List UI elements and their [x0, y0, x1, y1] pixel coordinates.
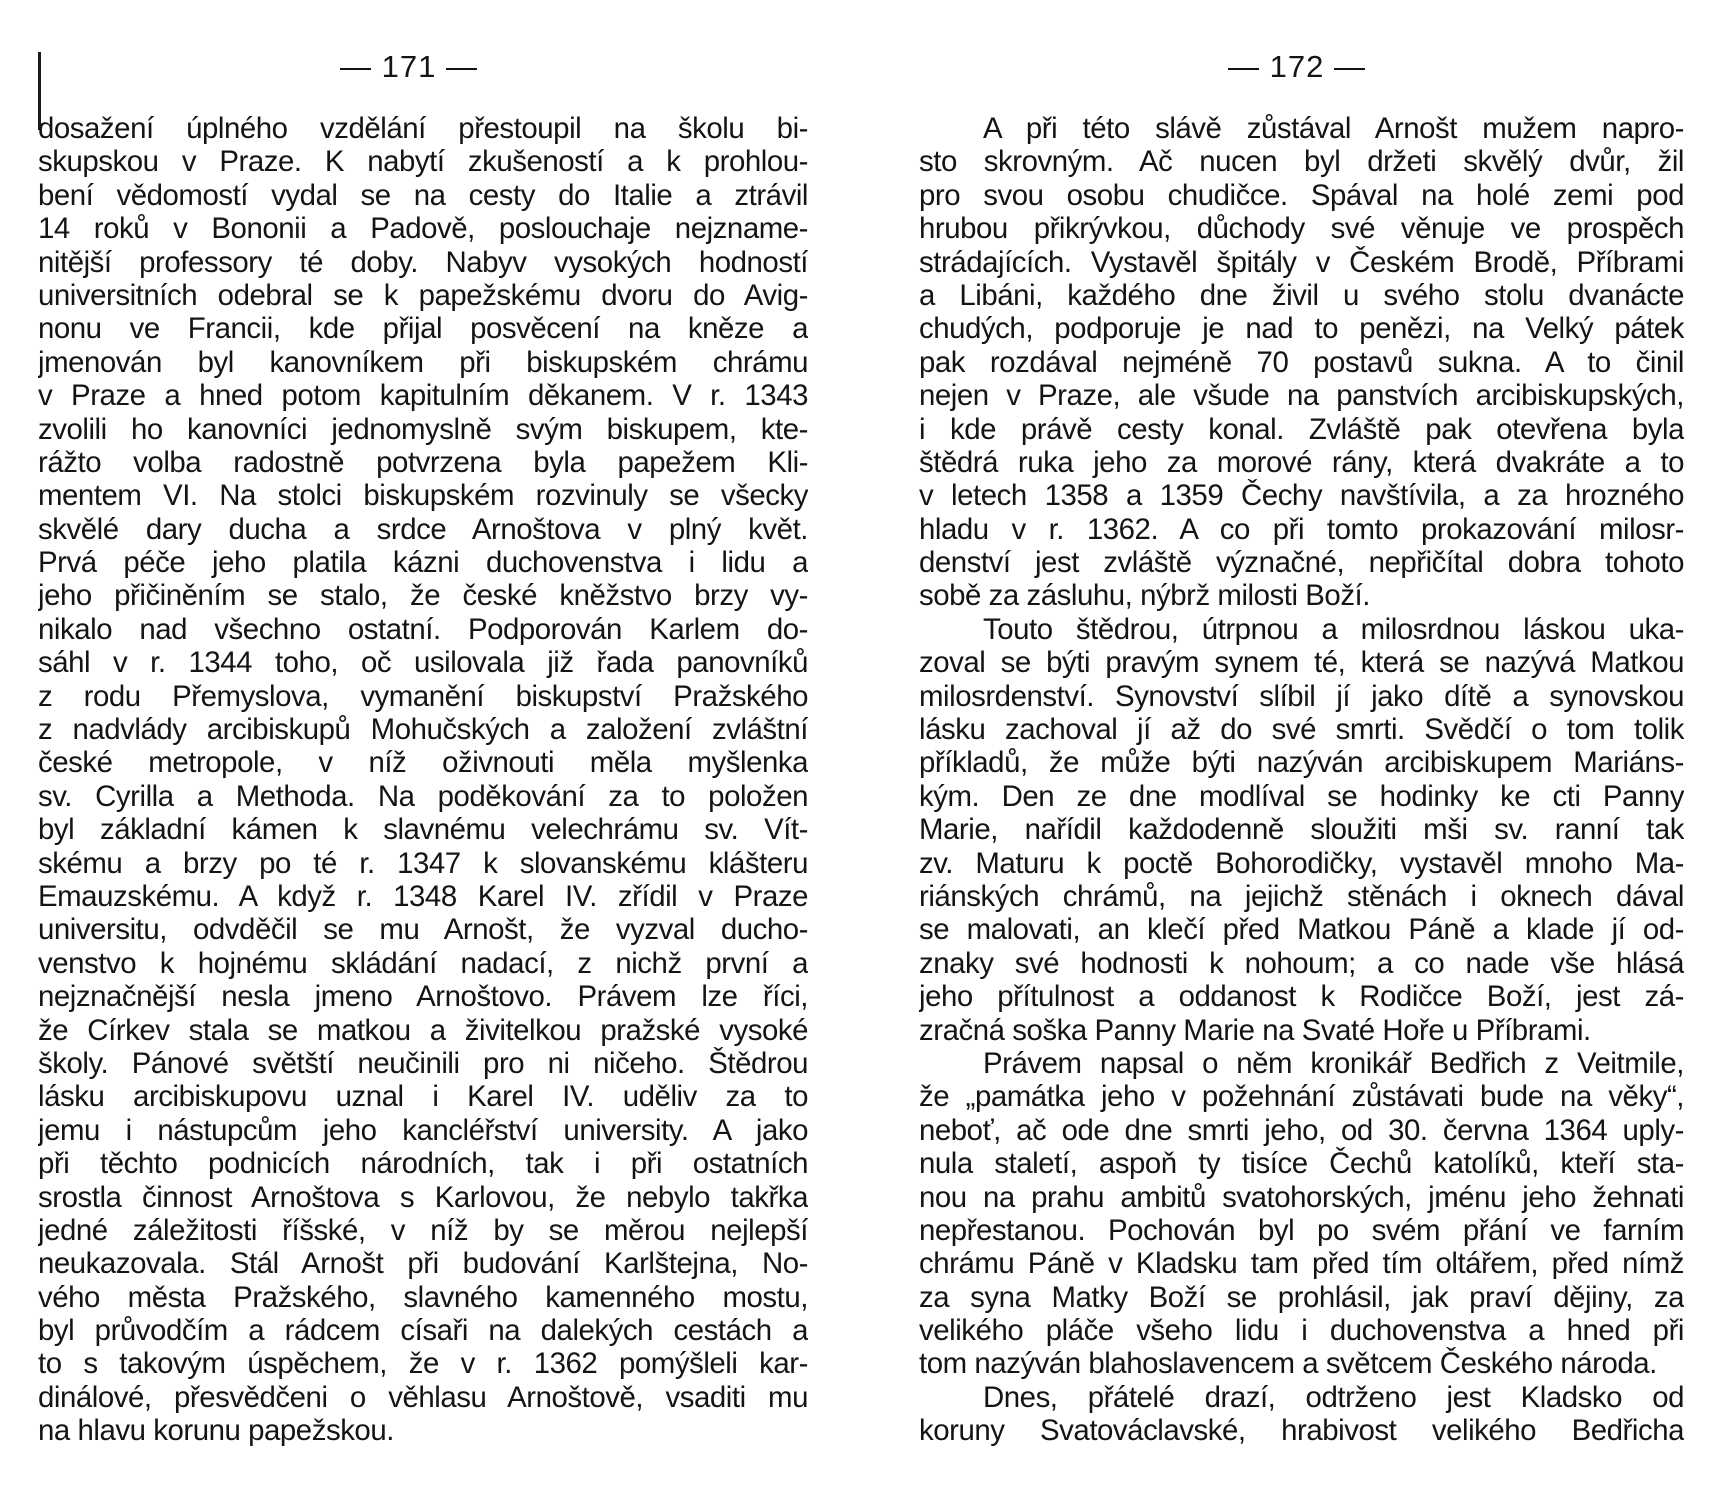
text-line: sto skrovným. Ač nucen byl držeti skvělý dvůr, žil	[919, 145, 1684, 179]
left-page-text	[38, 112, 808, 1448]
text-line: dosažení úplného vzdělání přestoupil na školu bi-	[38, 112, 808, 145]
text-line: pro svou osobu chudičce. Spával na holé zemi pod	[919, 178, 1684, 212]
text-line: velikého pláče všeho lidu i duchovenstva a hned při	[919, 1314, 1684, 1348]
text-line: a Libáni, každého dne živil u svého stolu dvanácte	[919, 278, 1684, 312]
text-line: školy. Pánové světští neučinili pro ni ničeho. Štědrou	[38, 1046, 808, 1080]
text-line: nou na prahu ambitů svatohorských, jménu jeho žehnati	[919, 1180, 1684, 1214]
text-line: to s takovým úspěchem, že v r. 1362 pomýšleli kar-	[38, 1347, 808, 1381]
text-line: hladu v r. 1362. A co při tomto prokazování milosr-	[919, 512, 1684, 546]
text-line: nonu ve Francii, kde přijal posvěcení na kněze a	[38, 312, 808, 346]
text-line: nitější professory té doby. Nabyv vysokých hodností	[38, 245, 808, 279]
text-line: hrubou přikrývkou, důchody své věnuje ve prospěch	[919, 212, 1684, 246]
text-line: Emauzskému. A když r. 1348 Karel IV. zřídil v Praze	[38, 879, 808, 913]
text-line: v letech 1358 a 1359 Čechy navštívila, a za hrozného	[919, 479, 1684, 513]
text-line: nula staletí, aspoň ty tisíce Čechů katolíků, kteří sta-	[919, 1147, 1684, 1181]
text-line: Prvá péče jeho platila kázni duchovenstva i lidu a	[38, 546, 808, 580]
text-line: jeho přičiněním se stalo, že české kněžstvo brzy vy-	[38, 579, 808, 613]
text-line: štědrá ruka jeho za morové rány, která dvakráte a to	[919, 445, 1684, 479]
text-line: jeho přítulnost a oddanost k Rodičce Boží, jest zá-	[919, 980, 1684, 1014]
text-line: riánských chrámů, na jejichž stěnách i oknech dával	[919, 879, 1684, 913]
text-line: 14 roků v Bononii a Padově, poslouchaje nejzname-	[38, 212, 808, 246]
text-line: jedné záležitosti říšské, v níž by se měrou nejlepší	[38, 1213, 808, 1247]
text-line: rážto volba radostně potvrzena byla papežem Kli-	[38, 445, 808, 479]
text-line: příkladů, že může býti nazýván arcibiskupem Mariáns-	[919, 746, 1684, 780]
text-line: universitu, odvděčil se mu Arnošt, že vyzval ducho-	[38, 913, 808, 947]
text-line: že „památka jeho v požehnání zůstávati bude na věky“,	[919, 1080, 1684, 1114]
text-line: skvělé dary ducha a srdce Arnoštova v plný květ.	[38, 512, 808, 546]
text-line: neboť, ač ode dne smrti jeho, od 30. června 1364 uply-	[919, 1113, 1684, 1147]
text-line: pak rozdával nejméně 70 postavů sukna. A to činil	[919, 345, 1684, 379]
text-line: chudých, podporuje je nad to penězi, na Velký pátek	[919, 312, 1684, 346]
text-line: se malovati, an klečí před Matkou Páně a klade jí od-	[919, 913, 1684, 947]
text-line: z rodu Přemyslova, vymanění biskupství Pražského	[38, 679, 808, 713]
text-line: neukazovala. Stál Arnošt při budování Karlštejna, No-	[38, 1247, 808, 1281]
text-line: skému a brzy po té r. 1347 k slovanskému klášteru	[38, 846, 808, 880]
text-line: z nadvlády arcibiskupů Mohučských a založení zvláštní	[38, 713, 808, 747]
text-line: na hlavu korunu papežskou.	[38, 1414, 394, 1448]
text-line: tom nazýván blahoslavencem a světcem Českého národa.	[919, 1347, 1657, 1381]
text-line: zvolili ho kanovníci jednomyslně svým biskupem, kte-	[38, 412, 808, 446]
text-line: lásku arcibiskupovu uznal i Karel IV. uděliv za to	[38, 1080, 808, 1114]
text-line: srostla činnost Arnoštova s Karlovou, že nebylo takřka	[38, 1180, 808, 1214]
text-line: byl průvodčím a rádcem císaři na dalekých cestách a	[38, 1314, 808, 1348]
text-line: denství jest zvláště význačné, nepřičítal dobra tohoto	[919, 546, 1684, 580]
text-line: Dnes, přátelé drazí, odtrženo jest Kladsko od	[983, 1380, 1684, 1414]
text-line: mentem VI. Na stolci biskupském rozvinuly se všecky	[38, 479, 808, 513]
page-number-left: — 171 —	[340, 49, 478, 84]
right-page-text	[919, 112, 1684, 1448]
right-page	[858, 0, 1716, 1500]
text-line: nikalo nad všechno ostatní. Podporován Karlem do-	[38, 612, 808, 646]
text-line: sv. Cyrilla a Methoda. Na poděkování za to položen	[38, 779, 808, 813]
text-line: Touto štědrou, útrpnou a milosrdnou láskou uka-	[983, 612, 1684, 646]
text-line: koruny Svatováclavské, hrabivost velikého Bedřicha	[919, 1414, 1684, 1448]
page-number-right: — 172 —	[1228, 49, 1366, 84]
text-line: dinálové, přesvědčeni o věhlasu Arnoštově, vsaditi mu	[38, 1380, 808, 1414]
text-line: universitních odebral se k papežskému dvoru do Avig-	[38, 278, 808, 312]
text-line: skupskou v Praze. K nabytí zkušeností a k prohlou-	[38, 145, 808, 179]
text-line: vého města Pražského, slavného kamenného mostu,	[38, 1280, 808, 1314]
text-line: sobě za zásluhu, nýbrž milosti Boží.	[919, 579, 1370, 613]
text-line: zv. Maturu k poctě Bohorodičky, vystavěl mnoho Ma-	[919, 846, 1684, 880]
text-line: sáhl v r. 1344 toho, oč usilovala již řada panovníků	[38, 646, 808, 680]
text-line: venstvo k hojnému skládání nadací, z nichž první a	[38, 946, 808, 980]
text-line: strádajících. Vystavěl špitály v Českém Brodě, Příbrami	[919, 245, 1684, 279]
text-line: za syna Matky Boží se prohlásil, jak praví dějiny, za	[919, 1280, 1684, 1314]
text-line: jmenován byl kanovníkem při biskupském chrámu	[38, 345, 808, 379]
text-line: byl základní kámen k slavnému velechrámu sv. Vít-	[38, 813, 808, 847]
text-line: chrámu Páně v Kladsku tam před tím oltářem, před nímž	[919, 1247, 1684, 1281]
text-line: bení vědomostí vydal se na cesty do Italie a ztrávil	[38, 178, 808, 212]
text-line: Právem napsal o něm kronikář Bedřich z Veitmile,	[983, 1046, 1684, 1080]
text-line: nepřestanou. Pochován byl po svém přání ve farním	[919, 1213, 1684, 1247]
text-line: i kde právě cesty konal. Zvláště pak otevřena byla	[919, 412, 1684, 446]
text-line: A při této slávě zůstával Arnošt mužem napro-	[983, 112, 1684, 145]
text-line: Marie, nařídil každodenně sloužiti mši sv. ranní tak	[919, 813, 1684, 847]
text-line: v Praze a hned potom kapitulním děkanem. V r. 1343	[38, 379, 808, 413]
text-line: kým. Den ze dne modlíval se hodinky ke cti Panny	[919, 779, 1684, 813]
text-line: lásku zachoval jí až do své smrti. Svědčí o tom tolik	[919, 713, 1684, 747]
text-line: znaky své hodnosti k nohoum; a co nade vše hlásá	[919, 946, 1684, 980]
text-line: zoval se býti pravým synem té, která se nazývá Matkou	[919, 646, 1684, 680]
text-line: nejznačnější nesla jmeno Arnoštovo. Právem lze říci,	[38, 980, 808, 1014]
text-line: české metropole, v níž oživnouti měla myšlenka	[38, 746, 808, 780]
text-line: milosrdenství. Synovství slíbil jí jako dítě a synovskou	[919, 679, 1684, 713]
text-line: že Církev stala se matkou a živitelkou pražské vysoké	[38, 1013, 808, 1047]
text-line: při těchto podnicích národních, tak i při ostatních	[38, 1147, 808, 1181]
text-line: nejen v Praze, ale všude na panstvích arcibiskupských,	[919, 379, 1684, 413]
text-line: jemu i nástupcům jeho kancléřství university. A jako	[38, 1113, 808, 1147]
text-line: zračná soška Panny Marie na Svaté Hoře u Příbrami.	[919, 1013, 1591, 1047]
